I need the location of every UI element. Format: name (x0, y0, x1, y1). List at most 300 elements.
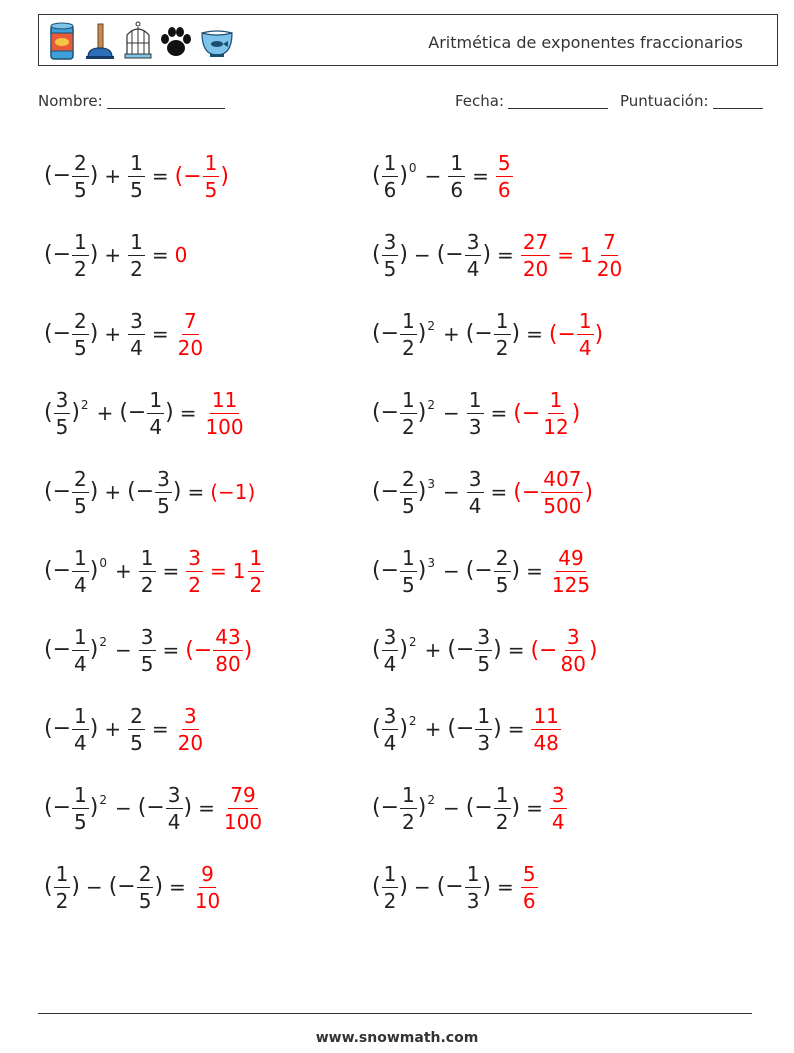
numerator: 1 (74, 229, 87, 254)
fraction (382, 703, 399, 755)
numerator: 3 (566, 624, 580, 649)
fraction (72, 466, 89, 518)
fraction (465, 861, 482, 913)
term (108, 861, 164, 913)
fraction (147, 387, 164, 439)
answer (174, 150, 229, 202)
numerator: 1 (402, 782, 415, 807)
answer (175, 703, 206, 755)
numerator: 3 (167, 782, 181, 807)
paw-print-icon (159, 21, 193, 61)
term (372, 466, 437, 518)
denominator: 80 (215, 651, 241, 676)
open-paren: (− (44, 162, 72, 188)
footer-divider (38, 1013, 752, 1014)
denominator: 4 (551, 809, 565, 834)
fraction (496, 150, 513, 202)
close-paren: ) (482, 241, 492, 267)
equals-sign: = (490, 401, 508, 425)
denominator: 2 (74, 256, 87, 281)
numerator: 7 (183, 308, 197, 333)
fish-bowl-icon (197, 21, 237, 61)
problem-right-4 (372, 385, 580, 441)
term (372, 703, 419, 755)
answer (548, 308, 604, 360)
numerator: 1 (466, 861, 480, 886)
term (44, 387, 91, 439)
denominator: 20 (177, 335, 204, 360)
close-paren: ) (417, 478, 427, 504)
whole-number: 1 (580, 243, 593, 267)
operator: − (115, 638, 132, 662)
problem-left-8 (44, 701, 206, 757)
term (127, 466, 182, 518)
denominator: 20 (596, 256, 623, 281)
fraction (382, 229, 399, 281)
fraction (400, 545, 417, 597)
equals-sign: = (507, 717, 525, 741)
close-paren: ) (482, 873, 492, 899)
fraction (248, 545, 265, 597)
answer (192, 861, 223, 913)
close-paren: ) (89, 715, 99, 741)
problem-right-10 (372, 859, 539, 915)
fraction (521, 861, 538, 913)
numerator: 49 (558, 545, 584, 570)
close-paren: ) (89, 794, 99, 820)
open-paren: (− (436, 241, 464, 267)
numerator: 2 (74, 466, 87, 491)
term (466, 466, 485, 518)
fraction (72, 229, 89, 281)
numerator: 1 (468, 387, 482, 412)
fraction (400, 782, 417, 834)
bird-cage-icon (121, 21, 155, 61)
fraction (550, 782, 567, 834)
fraction (448, 150, 465, 202)
open-paren: (− (447, 715, 475, 741)
exponent: 0 (99, 555, 107, 570)
numerator: 3 (140, 624, 154, 649)
date-field[interactable] (455, 92, 608, 110)
close-paren: ) (183, 794, 193, 820)
fraction (203, 387, 245, 439)
answer (520, 229, 625, 281)
problem-right-6 (372, 543, 593, 599)
operator: + (104, 480, 122, 504)
operator: − (85, 875, 103, 899)
denominator: 5 (402, 572, 415, 597)
denominator: 5 (74, 493, 87, 518)
fraction (193, 861, 222, 913)
fraction (475, 703, 492, 755)
term (372, 229, 408, 281)
numerator: 11 (211, 387, 238, 412)
equals-sign: = (198, 796, 215, 820)
open-paren: (− (465, 794, 493, 820)
denominator: 4 (466, 256, 480, 281)
numerator: 1 (495, 782, 509, 807)
fraction (222, 782, 264, 834)
denominator: 5 (74, 177, 87, 202)
exponent: 2 (80, 397, 89, 412)
exponent: 2 (427, 792, 435, 807)
fraction (139, 624, 156, 676)
numerator: 3 (383, 703, 397, 728)
equals-sign: = (497, 875, 514, 899)
close-paren: ) (172, 478, 182, 504)
fraction (54, 861, 71, 913)
problem-left-3 (44, 306, 206, 362)
fraction (139, 545, 156, 597)
term (127, 229, 146, 281)
score-label: Puntuación: (620, 92, 709, 110)
numerator: 1 (74, 703, 87, 728)
answer (513, 466, 594, 518)
term (44, 466, 99, 518)
numerator: 1 (402, 308, 415, 333)
close-paren: ) (417, 399, 427, 425)
denominator: 4 (578, 335, 592, 360)
denominator: 125 (551, 572, 591, 597)
exponent: 2 (427, 397, 435, 412)
open-paren: (− (372, 557, 400, 583)
numerator: 3 (55, 387, 69, 412)
open-paren: (− (44, 241, 72, 267)
numerator: 2 (74, 150, 87, 175)
numerator: 3 (477, 624, 491, 649)
open-paren: ( (372, 162, 381, 188)
open-paren: (− (447, 636, 475, 662)
denominator: 5 (383, 256, 397, 281)
equals-sign: = (162, 559, 180, 583)
close-paren: ) (493, 636, 502, 662)
answer (513, 387, 581, 439)
numerator: 79 (230, 782, 256, 807)
answer (549, 782, 568, 834)
denominator: 3 (468, 414, 482, 439)
name-blank[interactable] (107, 92, 225, 109)
score-field[interactable] (620, 92, 763, 110)
numerator: 2 (495, 545, 509, 570)
numerator: 1 (149, 387, 163, 412)
term (44, 545, 109, 597)
numerator: 3 (551, 782, 565, 807)
operator: − (443, 559, 460, 583)
term (447, 703, 502, 755)
numerator: 3 (383, 624, 397, 649)
open-paren: (− (185, 637, 213, 663)
denominator: 20 (522, 256, 549, 281)
term (44, 861, 80, 913)
operator: − (115, 796, 132, 820)
denominator: 2 (402, 335, 415, 360)
answer (175, 308, 206, 360)
answer (175, 243, 188, 267)
numerator: 1 (249, 545, 263, 570)
equals-sign: = (162, 638, 180, 662)
open-paren: (− (513, 479, 541, 505)
term (44, 782, 109, 834)
close-paren: ) (399, 873, 408, 899)
fraction (531, 703, 560, 755)
numerator: 1 (74, 545, 87, 570)
numerator: 3 (130, 308, 143, 333)
term (372, 387, 437, 439)
term (447, 150, 466, 202)
fraction (128, 703, 145, 755)
name-label: Nombre: (38, 92, 103, 110)
denominator: 5 (477, 651, 491, 676)
problem-right-3 (372, 306, 603, 362)
fraction (72, 782, 89, 834)
fraction (467, 466, 484, 518)
numerator: 1 (74, 782, 87, 807)
open-paren: (− (372, 399, 400, 425)
fraction (465, 229, 482, 281)
answer (185, 624, 253, 676)
operator: + (104, 164, 122, 188)
term (372, 861, 408, 913)
numerator: 1 (383, 861, 397, 886)
equals-sign: = (526, 559, 543, 583)
fraction (382, 624, 399, 676)
problem-left-10 (44, 859, 223, 915)
fraction (382, 861, 399, 913)
fraction (494, 545, 511, 597)
term (465, 545, 521, 597)
open-paren: (− (436, 873, 464, 899)
numerator: 9 (201, 861, 214, 886)
operator: + (424, 638, 442, 662)
exponent: 2 (427, 318, 435, 333)
close-paren: ) (417, 557, 427, 583)
fraction (550, 545, 592, 597)
open-paren: (− (174, 163, 202, 189)
close-paren: ) (399, 241, 408, 267)
close-paren: ) (511, 557, 521, 583)
denominator: 4 (74, 651, 87, 676)
close-paren: ) (154, 873, 164, 899)
exponent: 3 (427, 476, 435, 491)
numerator: 2 (130, 703, 143, 728)
footer-url: www.snowmath.com (315, 1030, 479, 1046)
fraction (128, 308, 145, 360)
close-paren: ) (417, 794, 427, 820)
term (138, 624, 157, 676)
denominator: 12 (543, 414, 569, 439)
operator: + (96, 401, 114, 425)
problem-right-2 (372, 227, 625, 283)
exponent: 2 (99, 634, 107, 649)
fraction (382, 150, 399, 202)
equals-sign: = (526, 322, 543, 346)
term (372, 308, 437, 360)
answer-value: 0 (174, 243, 188, 267)
close-paren: ) (571, 400, 581, 426)
numerator: 5 (522, 861, 536, 886)
denominator: 6 (450, 177, 464, 202)
open-paren: (− (465, 557, 493, 583)
denominator: 2 (402, 809, 415, 834)
denominator: 5 (157, 493, 170, 518)
numerator: 1 (74, 624, 87, 649)
denominator: 5 (402, 493, 415, 518)
equals-sign: = (151, 164, 169, 188)
fraction (203, 150, 220, 202)
answer (495, 150, 514, 202)
denominator: 100 (223, 809, 263, 834)
fraction (72, 545, 89, 597)
close-paren: ) (399, 636, 408, 662)
open-paren: ( (372, 873, 381, 899)
close-paren: ) (588, 637, 598, 663)
term (44, 150, 99, 202)
open-paren: ( (372, 715, 381, 741)
operator: + (115, 559, 132, 583)
denominator: 2 (495, 809, 509, 834)
open-paren: ( (372, 241, 381, 267)
fraction (186, 545, 203, 597)
exponent: 2 (408, 713, 417, 728)
term (372, 624, 419, 676)
answer (185, 545, 265, 597)
exponent: 2 (99, 792, 107, 807)
answer (520, 861, 539, 913)
operator: − (413, 875, 431, 899)
score-blank[interactable] (713, 92, 763, 109)
header-box (38, 14, 778, 66)
exponent: 3 (427, 555, 435, 570)
open-paren: (− (44, 794, 72, 820)
numerator: 3 (188, 545, 201, 570)
operator: − (443, 480, 460, 504)
denominator: 2 (383, 888, 397, 913)
numerator: 407 (543, 466, 582, 491)
term (447, 624, 502, 676)
term (465, 782, 521, 834)
fraction (137, 861, 154, 913)
close-paren: ) (89, 162, 99, 188)
equals-sign: = (507, 638, 525, 662)
open-paren: (− (372, 320, 400, 346)
denominator: 5 (130, 177, 143, 202)
open-paren: (− (44, 715, 72, 741)
open-paren: (− (465, 320, 493, 346)
term (372, 545, 437, 597)
numerator: 3 (468, 466, 482, 491)
numerator: 1 (130, 229, 143, 254)
numerator: 1 (55, 861, 69, 886)
numerator: 3 (183, 703, 197, 728)
term (44, 229, 99, 281)
numerator: 1 (204, 150, 218, 175)
answer (210, 480, 255, 504)
answer (530, 703, 561, 755)
fraction (72, 703, 89, 755)
denominator: 2 (140, 572, 154, 597)
term (436, 861, 492, 913)
equals-sign: = (557, 243, 575, 267)
term (372, 150, 419, 202)
operator: − (413, 243, 431, 267)
fraction (176, 308, 205, 360)
equals-sign: = (151, 322, 169, 346)
numerator: 1 (477, 703, 491, 728)
fraction (467, 387, 484, 439)
denominator: 5 (55, 414, 69, 439)
fraction (558, 624, 587, 676)
term (119, 387, 174, 439)
term (127, 150, 146, 202)
numerator: 1 (495, 308, 509, 333)
numerator: 27 (522, 229, 549, 254)
denominator: 4 (468, 493, 482, 518)
fraction (400, 308, 417, 360)
numerator: 1 (402, 387, 415, 412)
open-paren: (− (44, 636, 72, 662)
date-blank[interactable] (508, 92, 608, 109)
denominator: 6 (497, 177, 511, 202)
icon-strip (45, 20, 237, 62)
denominator: 4 (383, 651, 397, 676)
close-paren: ) (399, 715, 408, 741)
open-paren: ( (372, 636, 381, 662)
answer (221, 782, 265, 834)
numerator: 1 (402, 545, 415, 570)
name-field[interactable] (38, 92, 225, 110)
close-paren: ) (89, 478, 99, 504)
denominator: 80 (560, 651, 586, 676)
equals-sign: = (490, 480, 508, 504)
fraction (213, 624, 242, 676)
fraction (577, 308, 594, 360)
close-paren: ) (417, 320, 427, 346)
answer (202, 387, 246, 439)
problem-left-4 (44, 385, 247, 441)
denominator: 4 (74, 572, 87, 597)
denominator: 6 (383, 177, 397, 202)
open-paren: (− (44, 557, 72, 583)
fraction (72, 308, 89, 360)
open-paren: (− (548, 321, 576, 347)
fraction (541, 466, 583, 518)
exponent: 2 (408, 634, 417, 649)
denominator: 5 (204, 177, 218, 202)
equals-sign: = (169, 875, 186, 899)
denominator: 5 (138, 888, 152, 913)
open-paren: (− (119, 399, 147, 425)
denominator: 100 (205, 414, 244, 439)
denominator: 4 (167, 809, 181, 834)
close-paren: ) (399, 162, 408, 188)
answer (530, 624, 598, 676)
denominator: 6 (522, 888, 536, 913)
numerator: 1 (130, 150, 143, 175)
denominator: 10 (194, 888, 221, 913)
close-paren: ) (594, 321, 604, 347)
denominator: 3 (466, 888, 480, 913)
answer-value: (−1) (210, 480, 256, 504)
equals-sign: = (187, 480, 205, 504)
open-paren: (− (530, 637, 558, 663)
operator: − (443, 796, 460, 820)
denominator: 5 (140, 651, 154, 676)
close-paren: ) (493, 715, 502, 741)
operator: + (424, 717, 442, 741)
close-paren: ) (89, 320, 99, 346)
denominator: 2 (130, 256, 143, 281)
